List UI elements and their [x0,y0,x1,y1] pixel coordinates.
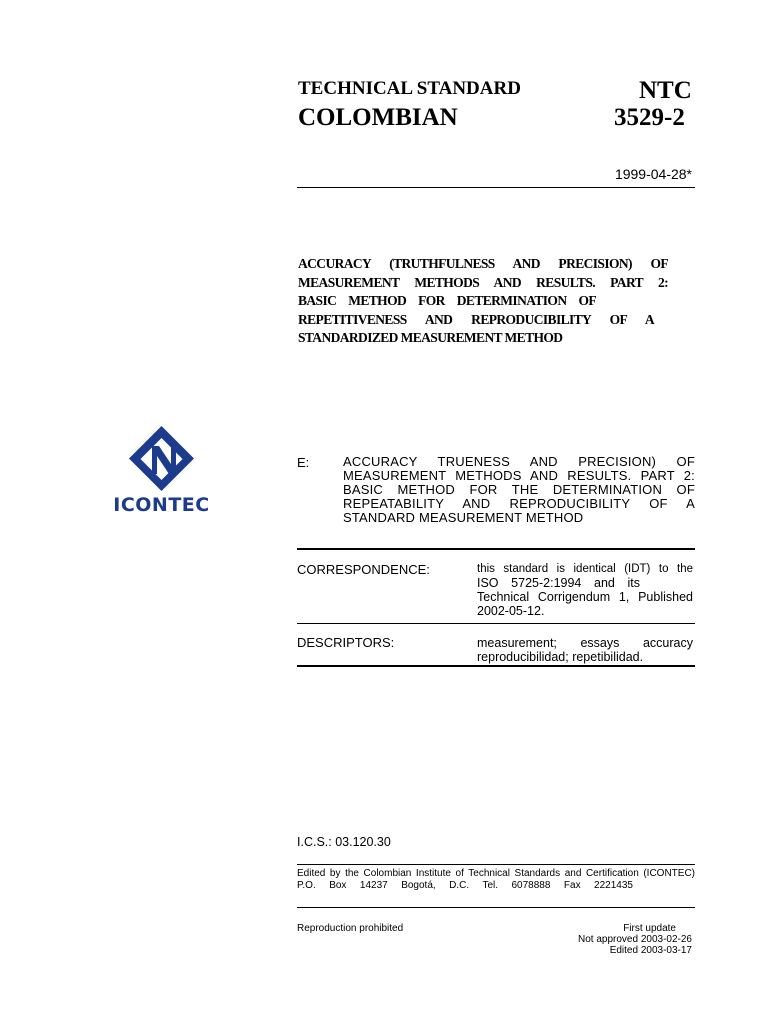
english-title-line: BASIC METHOD FOR THE DETERMINATION OF [343,482,695,497]
english-title-line: ACCURACY TRUENESS AND PRECISION) OF [343,454,695,469]
descriptors-line: reproducibilidad; repetibilidad. [477,650,644,664]
reproduction-notice: Reproduction prohibited [297,923,404,934]
descriptors-line: measurement; essays accuracy [477,636,693,650]
descriptors-value [477,636,693,664]
standard-code-number: 3529-2 [614,104,685,131]
publisher-line: P.O. Box 14237 Bogotá, D.C. Tel. 6078888 Fax 2221435 [297,880,633,891]
table-middle-rule [297,623,695,624]
publisher-info [297,868,695,892]
english-title-line: STANDARD MEASUREMENT METHOD [343,510,584,525]
correspondence-line: 2002-05-12. [477,604,545,618]
english-title-line: MEASUREMENT METHODS AND RESULTS. PART 2: [343,468,695,483]
ics-code: I.C.S.: 03.120.30 [297,835,391,849]
title-line: ACCURACY (TRUTHFULNESS AND PRECISION) OF [298,256,668,271]
update-line: Edited 2003-03-17 [609,945,692,956]
title-line: BASIC METHOD FOR DETERMINATION OF [298,293,596,308]
update-info [578,923,692,956]
publisher-line: Edited by the Colombian Institute of Technical Standards and Certification (ICONTEC) [297,868,695,879]
title-line: REPETITIVENESS AND REPRODUCIBILITY OF A [298,311,654,327]
table-top-rule [297,548,695,550]
standard-type-line2: COLOMBIAN [298,104,458,131]
icontec-logo [104,424,219,519]
update-line: First update [623,923,676,934]
english-title [343,455,695,525]
english-title-label: E: [297,455,310,470]
header-divider [297,187,695,188]
footer-bottom-rule [297,907,695,908]
document-title [298,255,668,348]
standard-code-prefix: NTC [639,77,692,104]
correspondence-line: ISO 5725-2:1994 and its [477,576,640,590]
correspondence-value [477,562,693,618]
descriptors-label: DESCRIPTORS: [297,635,395,650]
footer-top-rule [297,864,695,865]
correspondence-line: Technical Corrigendum 1, Published [477,590,693,604]
update-line: Not approved 2003-02-26 [578,934,692,945]
correspondence-label: CORRESPONDENCE: [297,562,430,577]
title-line: STANDARDIZED MEASUREMENT METHOD [298,330,563,345]
title-line: MEASUREMENT METHODS AND RESULTS. PART 2: [298,274,668,290]
correspondence-line: this standard is identical (IDT) to the [477,563,693,575]
english-title-line: REPEATABILITY AND REPRODUCIBILITY OF A [343,496,695,511]
standard-type-line1: TECHNICAL STANDARD [298,78,521,99]
logo-wordmark: ICONTEC [113,494,210,516]
icontec-emblem-icon [104,424,219,494]
table-bottom-rule [297,665,695,667]
publication-date: 1999-04-28* [614,166,692,182]
